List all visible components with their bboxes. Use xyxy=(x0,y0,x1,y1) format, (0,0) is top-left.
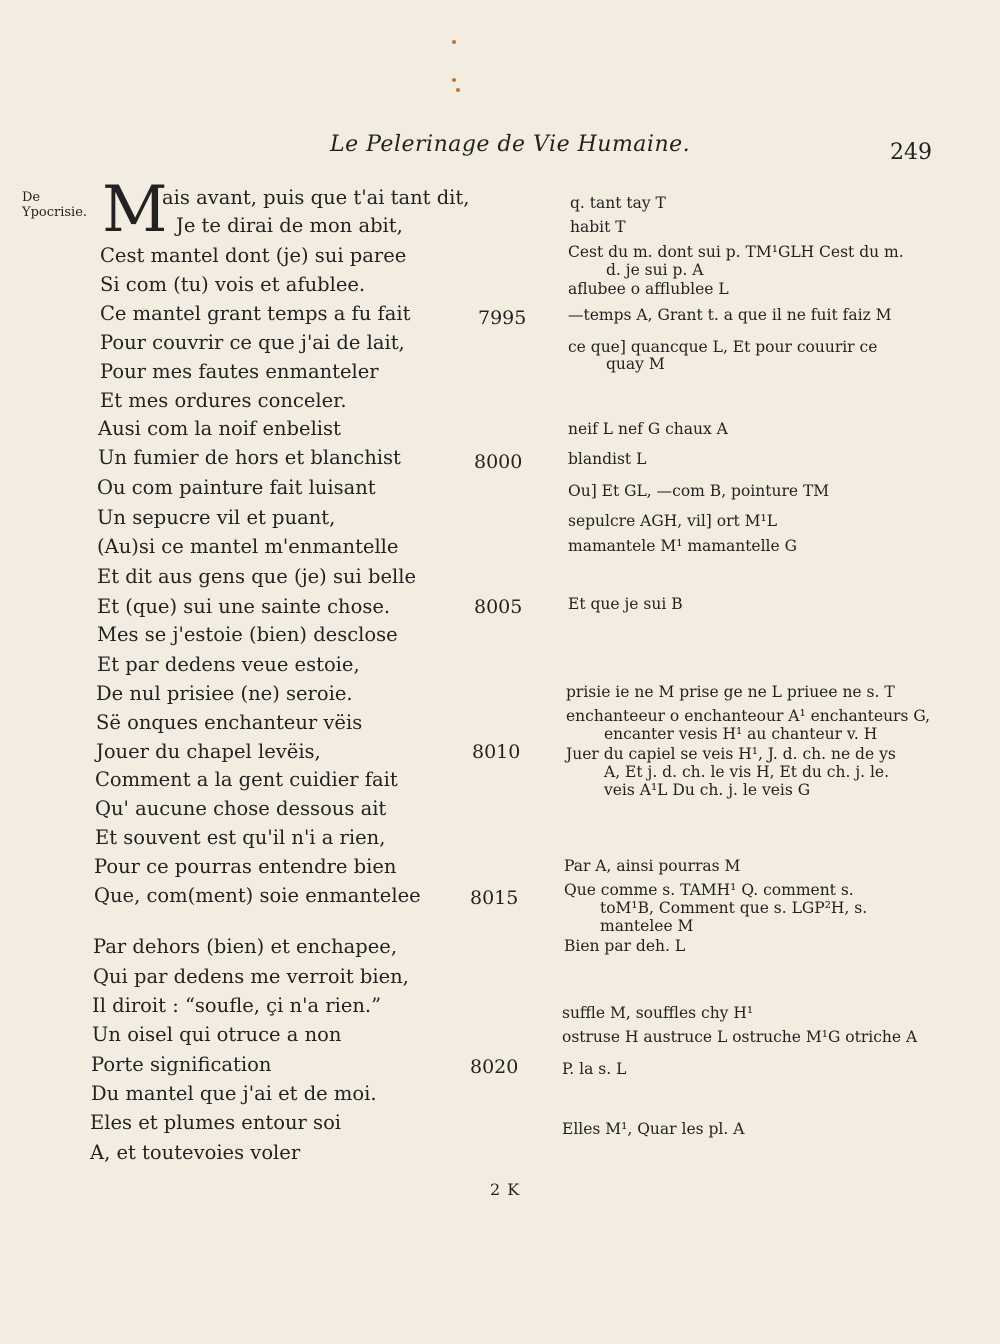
verse-line: Et mes ordures conceler. xyxy=(100,389,347,412)
verse-line: De nul prisiee (ne) seroie. xyxy=(96,682,353,705)
margin-note: De Ypocrisie. xyxy=(22,190,88,220)
variant-note: aflubee o afflublee L xyxy=(568,280,729,298)
verse-line: Et dit aus gens que (je) sui belle xyxy=(97,565,417,588)
verse-line: Un sepucre vil et puant, xyxy=(97,506,336,529)
variant-note: Et que je sui B xyxy=(568,595,683,613)
verse-line: Pour couvrir ce que j'ai de lait, xyxy=(100,331,405,354)
verse-line: Porte signification xyxy=(91,1053,272,1076)
variant-note: encanter vesis H¹ au chanteur v. H xyxy=(604,725,878,743)
variant-note: ce que] quancque L, Et pour couurir ce xyxy=(568,338,878,356)
verse-line: (Au)si ce mantel m'enmantelle xyxy=(97,535,399,558)
variant-note: A, Et j. d. ch. le vis H, Et du ch. j. le. xyxy=(604,763,890,781)
variant-note: d. je sui p. A xyxy=(606,261,704,279)
verse-line: Mes se j'estoie (bien) desclose xyxy=(97,623,398,646)
verse-line: Si com (tu) vois et afublee. xyxy=(100,273,366,296)
variant-note: Que comme s. TAMH¹ Q. comment s. xyxy=(564,881,854,899)
verse-line: Së onques enchanteur vëis xyxy=(96,711,363,734)
variant-note: ostruse H austruce L ostruche M¹G otriche A xyxy=(562,1028,918,1046)
verse-line: Il diroit : “soufle, çi n'a rien.” xyxy=(92,994,382,1017)
verse-line: Que, com(ment) soie enmantelee xyxy=(94,884,421,907)
variant-note: —temps A, Grant t. a que il ne fuit faiz M xyxy=(568,306,892,324)
verse-line: Qui par dedens me verroit bien, xyxy=(93,965,409,988)
variant-note: mamantele M¹ mamantelle G xyxy=(568,537,797,555)
variant-note: Elles M¹, Quar les pl. A xyxy=(562,1120,745,1138)
verse-line: Et (que) sui une sainte chose. xyxy=(97,595,391,618)
variant-note: Par A, ainsi pourras M xyxy=(564,857,741,875)
verse-line: Pour mes fautes enmanteler xyxy=(100,360,379,383)
verse-line: ais avant, puis que t'ai tant dit, xyxy=(162,186,470,209)
verse-line: Ce mantel grant temps a fu fait xyxy=(100,302,411,325)
verse-line: Et par dedens veue estoie, xyxy=(97,653,360,676)
verse-line: Un oisel qui otruce a non xyxy=(92,1023,342,1046)
drop-cap: M xyxy=(102,173,168,247)
verse-line: Du mantel que j'ai et de moi. xyxy=(91,1082,377,1105)
line-number: 8005 xyxy=(474,596,523,618)
variant-note: q. tant tay T xyxy=(570,194,666,212)
verse-line: Et souvent est qu'il n'i a rien, xyxy=(95,826,386,849)
variant-note: habit T xyxy=(570,218,626,236)
running-title: Le Pelerinage de Vie Humaine. xyxy=(330,132,691,157)
verse-line: Par dehors (bien) et enchapee, xyxy=(93,935,398,958)
variant-note: enchanteeur o enchanteour A¹ enchanteurs G, xyxy=(566,707,931,725)
verse-line: Un fumier de hors et blanchist xyxy=(98,446,401,469)
variant-note: neif L nef G chaux A xyxy=(568,420,728,438)
verse-line: Je te dirai de mon abit, xyxy=(176,214,403,237)
variant-note: toM¹B, Comment que s. LGP²H, s. xyxy=(600,899,868,917)
verse-line: Pour ce pourras entendre bien xyxy=(94,855,397,878)
ornament-dot xyxy=(456,88,460,92)
variant-note: quay M xyxy=(606,355,665,373)
variant-note: prisie ie ne M prise ge ne L priuee ne s. T xyxy=(566,683,895,701)
ornament-dot xyxy=(452,40,456,44)
page-number: 249 xyxy=(890,140,932,165)
verse-line: Ou com painture fait luisant xyxy=(97,476,376,499)
verse-line: Jouer du chapel levëis, xyxy=(96,740,321,763)
line-number: 8010 xyxy=(472,741,521,763)
verse-line: Comment a la gent cuidier fait xyxy=(95,768,398,791)
variant-note: sepulcre AGH, vil] ort M¹L xyxy=(568,512,778,530)
variant-note: suffle M, souffles chy H¹ xyxy=(562,1004,754,1022)
verse-line: Qu' aucune chose dessous ait xyxy=(95,797,387,820)
line-number: 8015 xyxy=(470,887,519,909)
variant-note: P. la s. L xyxy=(562,1060,627,1078)
variant-note: Bien par deh. L xyxy=(564,937,686,955)
variant-note: blandist L xyxy=(568,450,647,468)
variant-note: Ou] Et GL, —com B, pointure TM xyxy=(568,482,830,500)
variant-note: Cest du m. dont sui p. TM¹GLH Cest du m. xyxy=(568,243,904,261)
variant-note: veis A¹L Du ch. j. le veis G xyxy=(604,781,811,799)
variant-note: Juer du capiel se veis H¹, J. d. ch. ne de ys xyxy=(566,745,896,763)
ornament-dot xyxy=(452,78,456,82)
variant-note: mantelee M xyxy=(600,917,694,935)
verse-line: Eles et plumes entour soi xyxy=(90,1111,342,1134)
signature-mark: 2 K xyxy=(490,1180,521,1199)
verse-line: Ausi com la noif enbelist xyxy=(98,417,341,440)
line-number: 7995 xyxy=(478,307,527,329)
line-number: 8000 xyxy=(474,451,523,473)
line-number: 8020 xyxy=(470,1056,519,1078)
verse-line: A, et toutevoies voler xyxy=(90,1141,301,1164)
verse-line: Cest mantel dont (je) sui paree xyxy=(100,244,407,267)
